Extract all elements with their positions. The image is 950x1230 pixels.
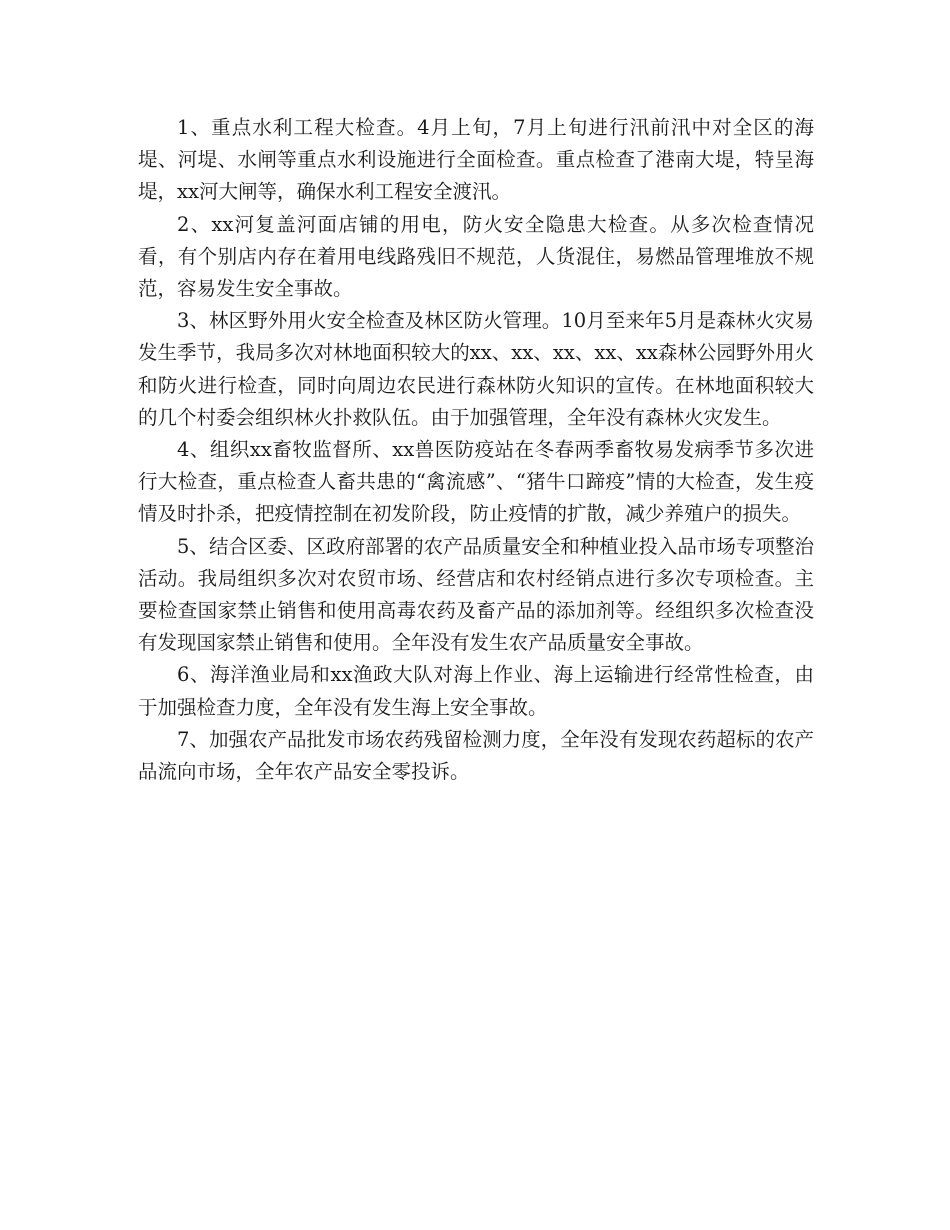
paragraph-6: 6、海洋渔业局和xx渔政大队对海上作业、海上运输进行经常性检查，由于加强检查力度，全年没有发生海上安全事故。	[138, 663, 814, 719]
paragraph-4: 4、组织xx畜牧监督所、xx兽医防疫站在冬春两季畜牧易发病季节多次进行大检查，重点检查人畜共患的“禽流感”、“猪牛口蹄疫”情的大检查，发生疫情及时扑杀，把疫情控制在初发阶段，防止疫情的扩散，减少养殖户的损失。	[138, 438, 814, 526]
paragraph-7: 7、加强农产品批发市场农药残留检测力度，全年没有发现农药超标的农产品流向市场，全年农产品安全零投诉。	[138, 727, 814, 784]
paragraph-5: 5、结合区委、区政府部署的农产品质量安全和种植业投入品市场专项整治活动。我局组织多次对农贸市场、经营店和农村经销点进行多次专项检查。主要检查国家禁止销售和使用高毒农药及畜产品的添加剂等。经组织多次检查没有发现国家禁止销售和使用。全年没有发生农产品质量安全事故。	[138, 534, 814, 655]
document-body	[138, 112, 814, 788]
paragraph-2: 2、xx河复盖河面店铺的用电，防火安全隐患大检查。从多次检查情况看，有个别店内存在着用电线路残旧不规范，人货混住，易燃品管理堆放不规范，容易发生安全事故。	[138, 212, 814, 301]
paragraph-1: 1、重点水利工程大检查。4月上旬，7月上旬进行汛前汛中对全区的海堤、河堤、水闸等重点水利设施进行全面检查。重点检查了港南大堤，特呈海堤，xx河大闸等，确保水利工程安全渡汛。	[138, 116, 814, 204]
paragraph-3: 3、林区野外用火安全检查及林区防火管理。10月至来年5月是森林火灾易发生季节，我局多次对林地面积较大的xx、xx、xx、xx、xx森林公园野外用火和防火进行检查，同时向周边农民进行森林防火知识的宣传。在林地面积较大的几个村委会组织林火扑救队伍。由于加强管理，全年没有森林火灾发生。	[138, 309, 814, 429]
